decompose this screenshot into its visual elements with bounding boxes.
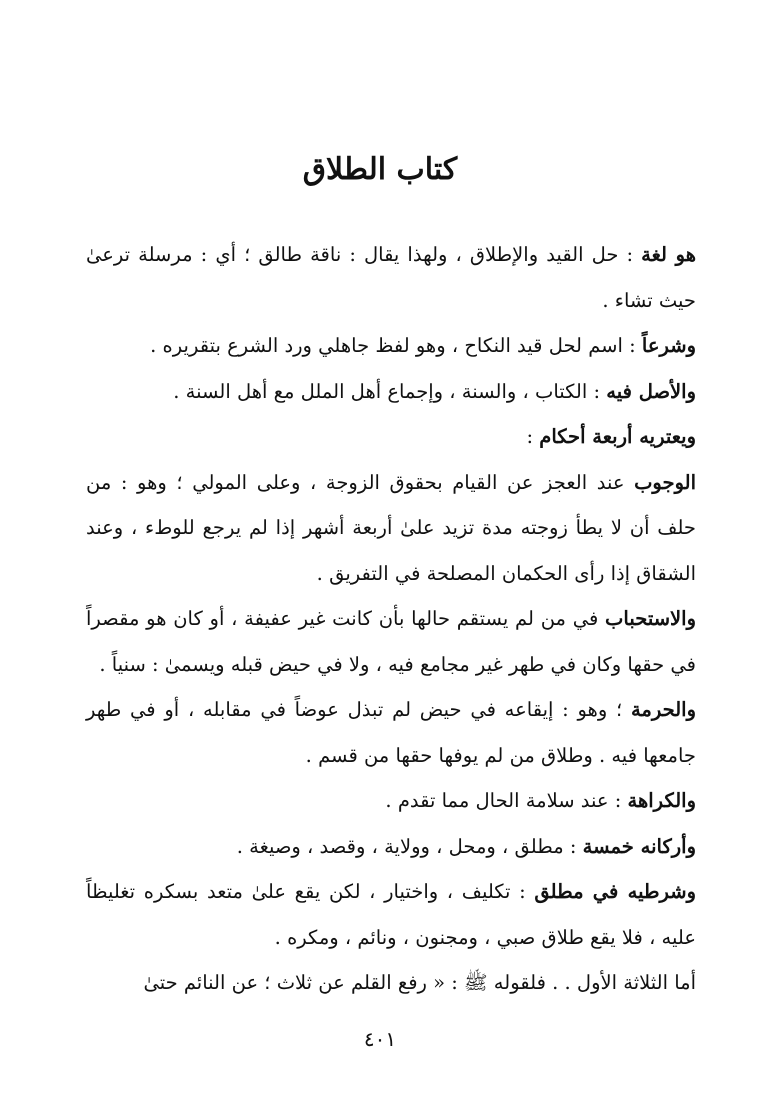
paragraph-lead: هو لغة xyxy=(641,243,696,266)
paragraph-obligation xyxy=(86,460,696,597)
paragraph-text: : xyxy=(526,425,540,448)
paragraph-recommendation xyxy=(86,596,696,687)
paragraph-text: : عند سلامة الحال مما تقدم . xyxy=(385,789,628,812)
paragraph-lead: وشرطيه في مطلق xyxy=(534,880,696,903)
paragraph-lead: ويعتريه أربعة أحكام xyxy=(539,425,696,448)
paragraph-lead: وشرعاً xyxy=(641,334,696,357)
paragraph-linguistic-definition xyxy=(86,232,696,323)
paragraph-legal-definition xyxy=(86,323,696,369)
paragraph-text: : اسم لحل قيد النكاح ، وهو لفظ جاهلي ورد الشرع بتقريره . xyxy=(150,334,642,357)
paragraph-lead: والكراهة xyxy=(627,789,696,812)
paragraph-lead: والحرمة xyxy=(630,698,696,721)
page-number: ٤٠١ xyxy=(363,1027,397,1051)
paragraph-prohibition xyxy=(86,687,696,778)
paragraph-text: : الكتاب ، والسنة ، وإجماع أهل الملل مع أهل السنة . xyxy=(173,379,607,403)
paragraph-text: : حل القيد والإطلاق ، ولهذا يقال : ناقة طالق ؛ أي : مرسلة ترعىٰ حيث تشاء . xyxy=(86,243,696,312)
paragraph-lead: والأصل فيه xyxy=(606,379,696,403)
paragraph-pillars xyxy=(86,824,696,870)
paragraph-origin xyxy=(86,369,696,415)
paragraph-text: أما الثلاثة الأول . . فلقوله ﷺ : « رفع القلم عن ثلاث ؛ عن النائم حتىٰ xyxy=(143,971,696,994)
paragraph-text: : تكليف ، واختيار ، لكن يقع علىٰ متعد بسكره تغليظاً عليه ، فلا يقع طلاق صبي ، ومجنون ، ونائم ، ومكره . xyxy=(86,880,696,949)
paragraph-text: : مطلق ، ومحل ، وولاية ، وقصد ، وصيغة . xyxy=(236,834,583,858)
paragraph-lead: وأركانه خمسة xyxy=(582,834,696,858)
paragraph-text: عند العجز عن القيام بحقوق الزوجة ، وعلى المولي ؛ وهو : من حلف أن لا يطأ زوجته مدة تزيد علىٰ أربعة أشهر إذا لم يرجع للوطء ، وعند الشقاق إذا رأى الحكمان المصلحة في التفريق . xyxy=(86,470,696,585)
paragraph-hadith-start xyxy=(86,960,696,1006)
paragraph-dislike xyxy=(86,778,696,824)
paragraph-text: ؛ وهو : إيقاعه في حيض لم تبذل عوضاً في مقابله ، أو في طهر جامعها فيه . وطلاق من لم يوفها حقها من قسم . xyxy=(86,698,696,767)
paragraph-lead: والاستحباب xyxy=(605,607,696,630)
chapter-title: كتاب الطلاق xyxy=(302,152,458,187)
paragraph-four-rulings xyxy=(86,414,696,460)
body-text xyxy=(86,232,696,1006)
paragraph-conditions xyxy=(86,869,696,960)
paragraph-text: في من لم يستقم حالها بأن كانت غير عفيفة ، أو كان هو مقصراً في حقها وكان في طهر غير مجامع فيه ، ولا في حيض قبله ويسمىٰ : سنياً . xyxy=(86,607,696,676)
paragraph-lead: الوجوب xyxy=(634,470,696,494)
